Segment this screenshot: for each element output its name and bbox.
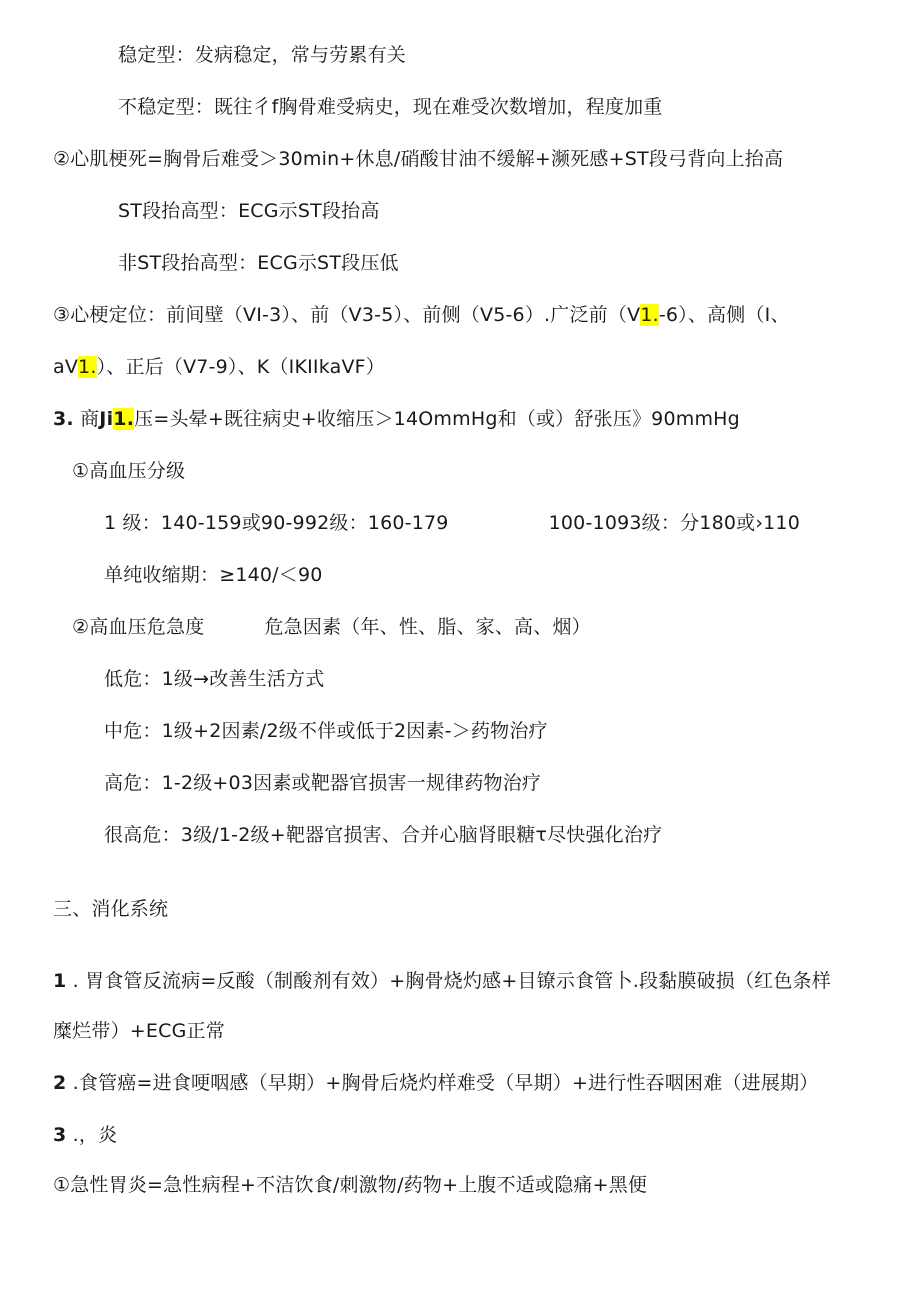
text: ）、正后（V7-9）、K（IKIIkaVF）: [96, 356, 385, 378]
text: 三、消化系统: [53, 898, 169, 920]
text-line-hypertension: [53, 406, 740, 432]
text: ②高血压危急度: [72, 616, 205, 638]
text-line-high-risk: [104, 770, 541, 796]
text: 危急因素（年、性、脂、家、高、烟）: [264, 616, 591, 638]
text: 中危：1级+2因素/2级不伴或低于2因素-＞药物治疗: [104, 720, 548, 742]
list-number: 3: [53, 1124, 67, 1146]
text-line-gerd-cont: [53, 1018, 225, 1044]
text-line-low-risk: [104, 666, 324, 692]
text: 不稳定型：既往彳f胸骨难受病史，现在难受次数增加，程度加重: [118, 96, 663, 118]
highlighted-text: 1.: [113, 408, 135, 430]
text: ①急性胃炎=急性病程+不洁饮食/刺激物/药物+上腹不适或隐痛+黑便: [53, 1174, 648, 1196]
text: 单纯收缩期：≥140∕＜90: [104, 564, 323, 586]
text: -6）、高侧（I、: [658, 304, 790, 326]
text: 非ST段抬高型：ECG示ST段压低: [118, 252, 399, 274]
text-line-esophageal-cancer: [53, 1070, 818, 1096]
text-line-hypertension-grading: [72, 458, 185, 484]
text: 低危：1级→改善生活方式: [104, 668, 325, 690]
text: aV: [53, 356, 79, 378]
text: ①高血压分级: [72, 460, 186, 482]
text: . 胃食管反流病=反酸（制酸剂有效）+胸骨烧灼感+目镣示食管卜.段黏膜破损（红色条样: [66, 970, 831, 992]
list-number: 1: [53, 970, 67, 992]
text-line-stable-angina: [118, 42, 406, 68]
text-line-very-high-risk: [104, 822, 662, 848]
text-line-stemi: [118, 198, 380, 224]
text: .食管癌=进食哽咽感（早期）+胸骨后烧灼样难受（早期）+进行性吞咽困难（进展期）: [66, 1072, 819, 1094]
text-line-myocardial-infarction: [53, 146, 783, 172]
text-line-mi-location: [53, 302, 790, 328]
text-line-medium-risk: [104, 718, 548, 744]
text-line-gerd: [53, 968, 831, 994]
text-line-mi-location-cont: [53, 354, 385, 380]
text: ST段抬高型：ECG示ST段抬高: [118, 200, 380, 222]
text-line-risk-level: [72, 614, 591, 640]
text: ②心肌梗死=胸骨后难受＞30min+休息/硝酸甘油不缓解+濒死感+ST段弓背向上抬高: [53, 148, 784, 170]
text-line-isolated-systolic: [104, 562, 323, 588]
section-heading-digestive: [53, 896, 168, 922]
highlighted-text: 1.: [78, 356, 97, 378]
text-line-nstemi: [118, 250, 399, 276]
list-number: 3.: [53, 408, 74, 430]
text-line-gastritis: [53, 1122, 117, 1148]
text-line-acute-gastritis: [53, 1172, 647, 1198]
text: 糜烂带）+ECG正常: [53, 1020, 225, 1042]
text: 高危：1-2级+03因素或靶器官损害一规律药物治疗: [104, 772, 542, 794]
text: 稳定型：发病稳定，常与劳累有关: [118, 44, 407, 66]
text: 商: [73, 408, 100, 430]
text: ③心梗定位：前间壁（VI-3）、前（V3-5）、前侧（V5-6）.广泛前（V: [53, 304, 641, 326]
text: .，炎: [66, 1124, 118, 1146]
text: 很高危：3级/1-2级+靶器官损害、合并心脑肾眼糖τ尽快强化治疗: [104, 824, 663, 846]
text: 压=头晕+既往病史+收缩压＞14OmmHg和（或）舒张压》90mmHg: [134, 408, 740, 430]
text: 100-1093级：分180或›110: [548, 512, 801, 534]
text: Ji: [99, 408, 114, 430]
text-line-grade-values: [104, 510, 800, 536]
text: 1 级：140-159或90-992级：160-179: [104, 512, 449, 534]
list-number: 2: [53, 1072, 67, 1094]
text-line-unstable-angina: [118, 94, 663, 120]
highlighted-text: 1.: [640, 304, 659, 326]
